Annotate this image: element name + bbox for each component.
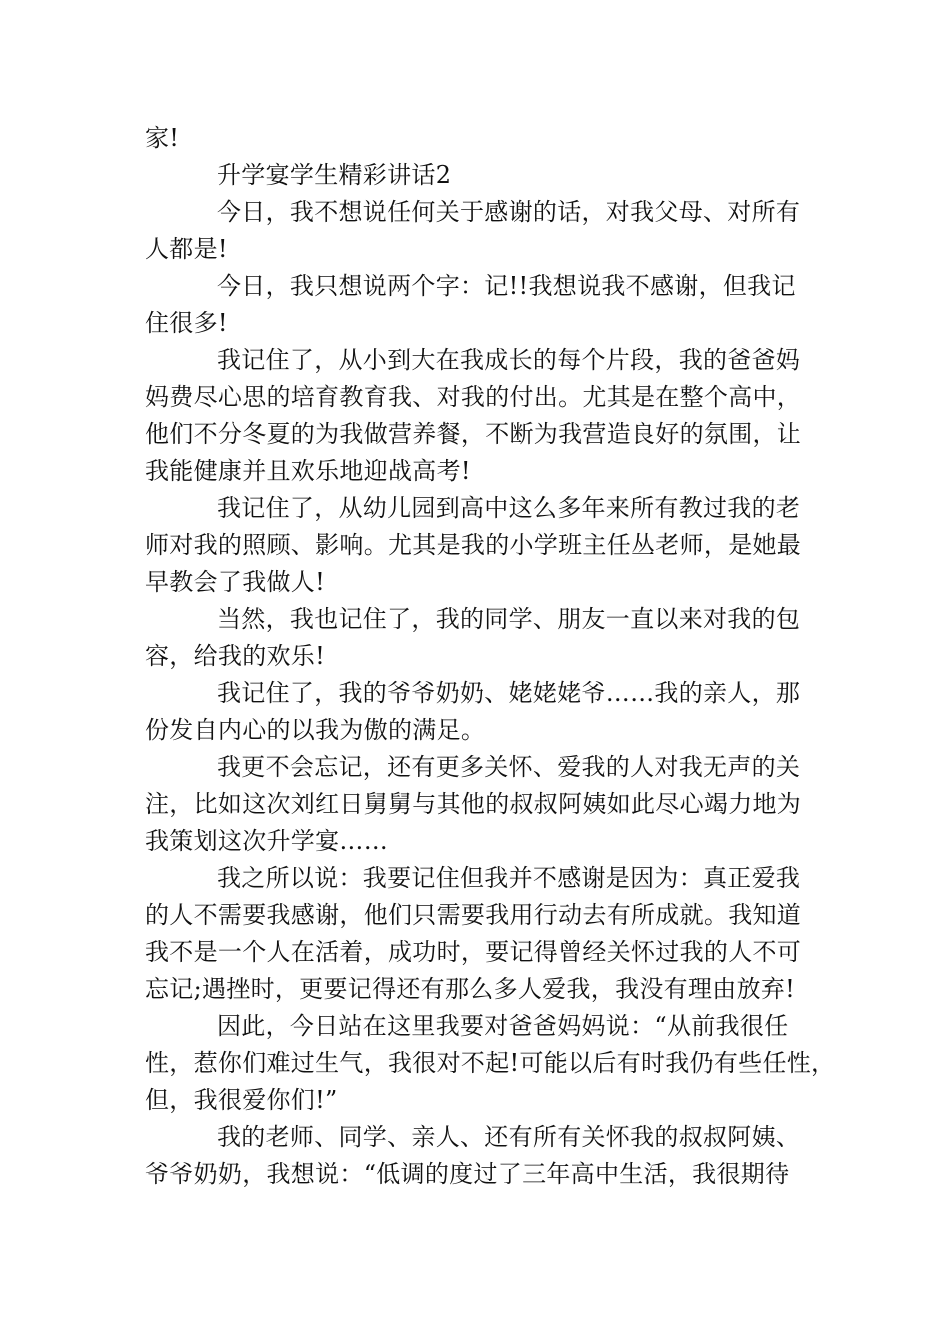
text-line: 忘记;遇挫时，更要记得还有那么多人爱我，我没有理由放弃! — [145, 975, 796, 1003]
text-line: 容，给我的欢乐! — [145, 642, 326, 670]
text-line: 妈费尽心思的培育教育我、对我的付出。尤其是在整个高中， — [145, 383, 802, 411]
section-title: 升学宴学生精彩讲话2 — [217, 161, 452, 189]
text-line: 我能健康并且欢乐地迎战高考! — [145, 457, 471, 485]
text-line: 我之所以说：我要记住但我并不感谢是因为：真正爱我 — [217, 864, 801, 892]
text-line: 我策划这次升学宴…… — [145, 827, 388, 855]
text-line: 他们不分冬夏的为我做营养餐，不断为我营造良好的氛围，让 — [145, 420, 802, 448]
text-line: 但，我很爱你们!” — [145, 1086, 338, 1114]
text-line: 早教会了我做人! — [145, 568, 326, 596]
text-line: 的人不需要我感谢，他们只需要我用行动去有所成就。我知道 — [145, 901, 802, 929]
text-line: 我的老师、同学、亲人、还有所有关怀我的叔叔阿姨、 — [217, 1123, 801, 1151]
text-line: 人都是! — [145, 235, 228, 263]
text-line: 爷爷奶奶，我想说：“低调的度过了三年高中生活，我很期待 — [145, 1160, 790, 1188]
text-line: 当然，我也记住了，我的同学、朋友一直以来对我的包 — [217, 605, 801, 633]
text-line: 住很多! — [145, 309, 228, 337]
text-line: 家! — [145, 124, 180, 152]
text-line: 今日，我只想说两个字：记!!我想说我不感谢，但我记 — [217, 272, 796, 300]
text-line: 因此，今日站在这里我要对爸爸妈妈说：“从前我很任 — [217, 1012, 789, 1040]
text-line: 我更不会忘记，还有更多关怀、爱我的人对我无声的关 — [217, 753, 801, 781]
text-line: 我记住了，从小到大在我成长的每个片段，我的爸爸妈 — [217, 346, 801, 374]
text-line: 师对我的照顾、影响。尤其是我的小学班主任丛老师，是她最 — [145, 531, 802, 559]
text-line: 我不是一个人在活着，成功时，要记得曾经关怀过我的人不可 — [145, 938, 802, 966]
text-line: 性，惹你们难过生气，我很对不起!可能以后有时我仍有些任性， — [145, 1049, 836, 1077]
text-line: 注，比如这次刘红日舅舅与其他的叔叔阿姨如此尽心竭力地为 — [145, 790, 802, 818]
text-line: 我记住了，从幼儿园到高中这么多年来所有教过我的老 — [217, 494, 801, 522]
text-line: 我记住了，我的爷爷奶奶、姥姥姥爷……我的亲人，那 — [217, 679, 801, 707]
text-line: 今日，我不想说任何关于感谢的话，对我父母、对所有 — [217, 198, 801, 226]
text-line: 份发自内心的以我为傲的满足。 — [145, 716, 486, 744]
